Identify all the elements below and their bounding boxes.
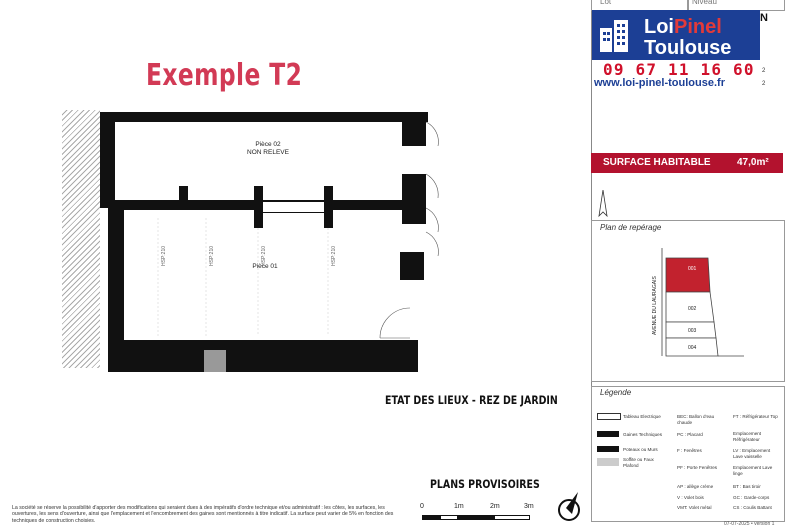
lot-label-004: 004 <box>688 345 697 351</box>
lot-label-001: 001 <box>688 266 697 272</box>
phone-number: 09 67 11 16 60 <box>603 60 755 79</box>
website-link[interactable]: www.loi-pinel-toulouse.fr <box>594 77 725 89</box>
lot-label-003: 003 <box>688 328 697 334</box>
surface-habitable-bar <box>591 153 783 173</box>
etat-des-lieux-caption: ETAT DES LIEUX - REZ DE JARDIN <box>385 393 558 407</box>
legend-item: Emplacement Réfrigérateur <box>733 431 762 442</box>
hsp-label: HSP:210 <box>331 245 337 266</box>
brand-line2: Toulouse <box>644 37 732 59</box>
header-niveau-suffix: N <box>760 12 768 24</box>
legend-swatch <box>597 446 619 452</box>
scale-segment <box>422 515 440 520</box>
legend-item: LV : Emplacement Lave vaisselle <box>733 448 771 459</box>
compass-icon <box>556 490 584 524</box>
header-lot-label: Lot <box>600 0 612 6</box>
surface-label: SURFACE HABITABLE <box>603 157 711 168</box>
brand-line1: LoiPinel <box>644 16 722 38</box>
hsp-label: HSP:210 <box>209 245 215 266</box>
legend-item: BT : Bas tiroir <box>733 484 761 489</box>
legend-item: F : Fenêtres <box>677 448 702 453</box>
floor-plan <box>60 108 440 378</box>
legend-title: Légende <box>600 388 632 397</box>
legend-item: PF : Porte Fenêtres <box>677 465 718 470</box>
header-niveau-label: Niveau <box>692 0 717 6</box>
plans-provisoires-caption: PLANS PROVISOIRES <box>430 477 540 491</box>
legend-item: Emplacement Lave linge <box>733 465 773 476</box>
legend-item: FT : Réfrigérateur Top <box>733 414 778 419</box>
plan-reperage-title: Plan de repérage <box>600 223 662 232</box>
legend-item: V : Volet bois <box>677 495 704 500</box>
street-label: AVENUE DU LAURAGAIS <box>652 276 658 335</box>
legend-item: Poteaux ou Murs <box>623 447 658 452</box>
panel-digit: 2 <box>762 68 766 74</box>
scale-bar <box>420 503 535 521</box>
legend-item: PC : Placard <box>677 432 703 437</box>
legend-swatch <box>597 431 619 437</box>
legend-item: Gaines Techniques <box>623 432 662 437</box>
hsp-label: HSP:210 <box>161 245 167 266</box>
legend-swatch <box>597 413 621 420</box>
legend-item: BEC: Ballon d'eau chaude <box>677 414 715 425</box>
scale-label: 2m <box>490 503 500 510</box>
legend-item: GC : Garde-corps <box>733 495 770 500</box>
room-02-label: Pièce 02 NON RELEVE <box>247 141 289 156</box>
building-icon <box>598 18 630 54</box>
brand-logo <box>592 10 760 60</box>
compass-small-icon <box>596 190 610 220</box>
legend-item: AP : allège crème <box>677 484 714 489</box>
scale-label: 3m <box>524 503 534 510</box>
panel-digit: 2 <box>762 81 766 87</box>
disclaimer-text: La société se réserve la possibilité d'apporter des modifications qui seraient dues à des impératifs d'ordre technique et/ou administratif : les côtes, les surfaces, les ouvertures, les sens d'ouverture, ainsi que l'emplacement et l'encombrement des gaines sont mentionnés à titre indicatif. La surface peut varier de 5% en fonction des techniques de construction choisies. <box>12 505 394 524</box>
legend-item: Tableau Electrique <box>623 414 661 419</box>
hsp-label: HSP:210 <box>261 245 267 266</box>
legend-item: VMT: Volet métal <box>677 505 712 510</box>
scale-segment <box>494 515 530 520</box>
room-01-label: Pièce 01 <box>252 263 278 270</box>
surface-value: 47,0m² <box>737 157 769 168</box>
scale-label: 0 <box>420 503 424 510</box>
legend-item: CS : Coulis Battant <box>733 505 772 510</box>
legend-item: Soffite ou Faux Plafond <box>623 457 654 468</box>
footer-date: 07-07-2025 • version 1 <box>724 521 775 527</box>
page-title: Exemple T2 <box>146 58 303 93</box>
lot-label-002: 002 <box>688 306 697 312</box>
scale-label: 1m <box>454 503 464 510</box>
scale-segment <box>440 515 458 520</box>
legend-swatch <box>597 458 619 466</box>
scale-segment <box>458 515 494 520</box>
